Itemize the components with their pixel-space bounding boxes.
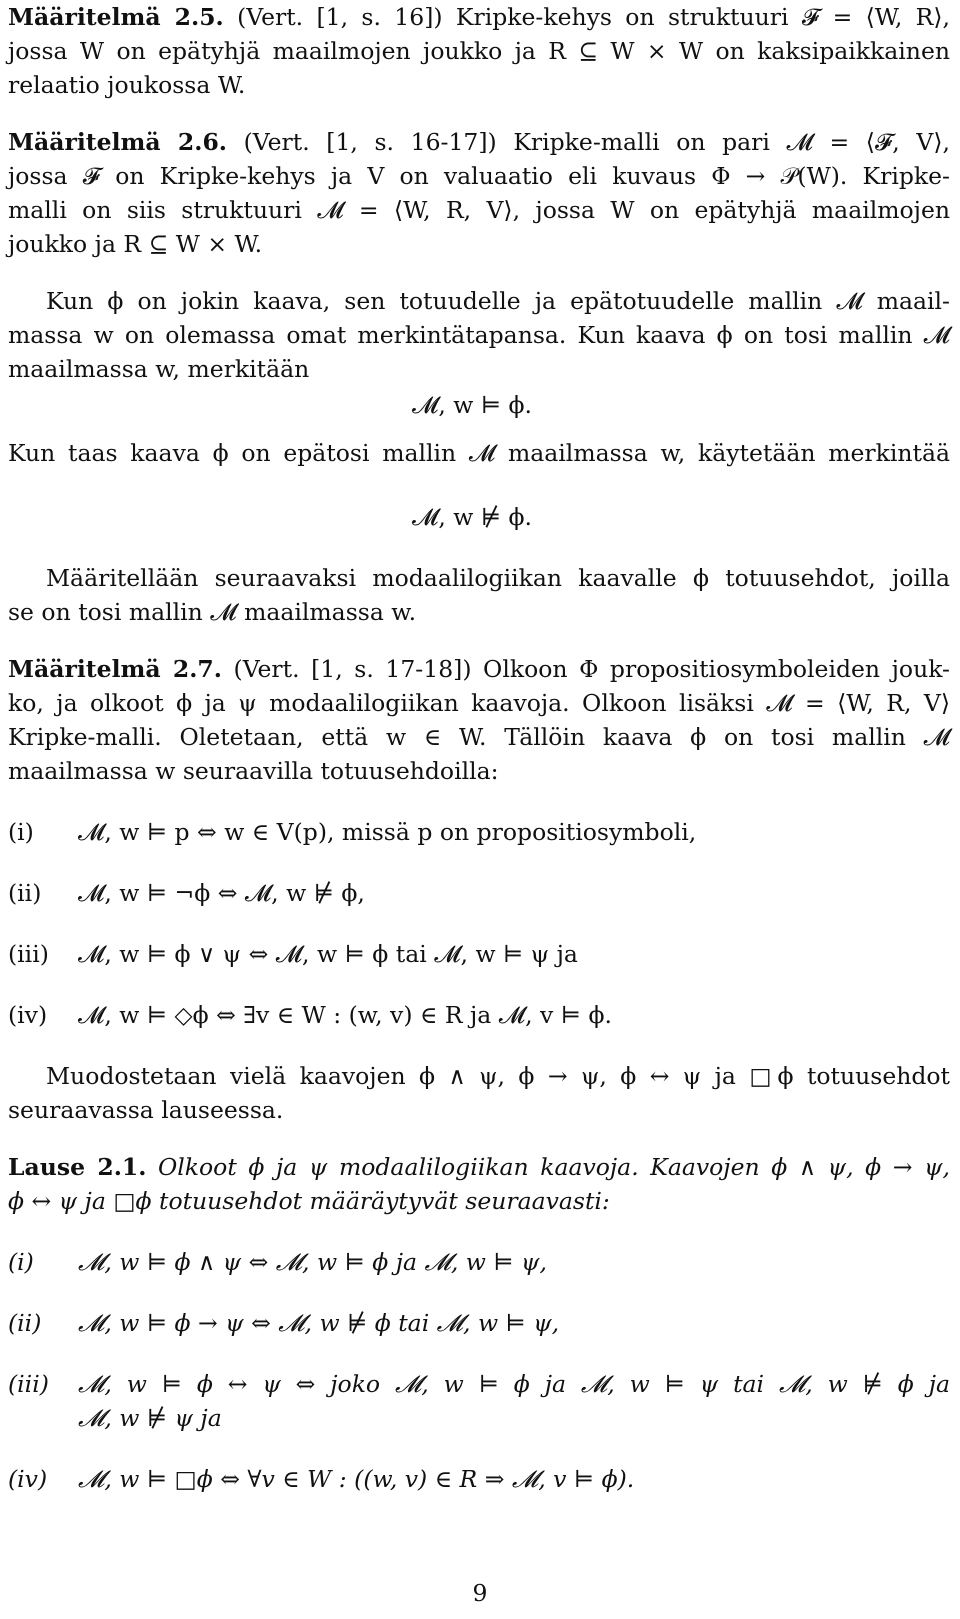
item-text: 𝓜, w ⊨ ϕ ∧ ψ ⇔ 𝓜, w ⊨ ϕ ja 𝓜, w ⊨ ψ, bbox=[78, 1248, 547, 1276]
item-text: 𝓜, w ⊨ ϕ ↔ ψ ⇔ joko 𝓜, w ⊨ ϕ ja 𝓜, w ⊨ ψ tai 𝓜, w ⊭ ϕ ja bbox=[78, 1370, 950, 1398]
item-label: (iv) bbox=[8, 1465, 48, 1493]
definition-2-7-line-4: maailmassa w seuraavilla totuusehdoilla: bbox=[8, 757, 499, 785]
definition-2-7-line-2: ko, ja olkoot ϕ ja ψ modaalilogiikan kaavoja. Olkoon lisäksi 𝓜 = ⟨W, R, V⟩ bbox=[8, 689, 950, 717]
item-text: 𝓜, w ⊨ □ϕ ⇔ ∀v ∈ W : ((w, v) ∈ R ⇒ 𝓜, v ⊨ ϕ). bbox=[78, 1465, 635, 1493]
item-text: 𝓜, w ⊨ ϕ ∨ ψ ⇔ 𝓜, w ⊨ ϕ tai 𝓜, w ⊨ ψ ja bbox=[78, 940, 578, 968]
item-label: (i) bbox=[8, 818, 34, 846]
paragraph-3-line-2: se on tosi mallin 𝓜 maailmassa w. bbox=[8, 598, 417, 626]
definition-text: (Vert. [1, s. 17-18]) Olkoon Φ propositiosymboleiden jouk- bbox=[233, 655, 950, 683]
page-number: 9 bbox=[472, 1579, 488, 1607]
item-text: 𝓜, w ⊨ p ⇔ w ∈ V(p), missä p on propositiosymboli, bbox=[78, 818, 697, 846]
theorem-2-1-line-2: ϕ ↔ ψ ja □ϕ totuusehdot määräytyvät seuraavasti: bbox=[8, 1187, 610, 1215]
definition-2-7-line-3: Kripke-malli. Oletetaan, että w ∈ W. Tällöin kaava ϕ on tosi mallin 𝓜 bbox=[8, 723, 950, 751]
definition-2-5-line-3: relaatio joukossa W. bbox=[8, 71, 246, 99]
definition-text: (Vert. [1, s. 16]) Kripke-kehys on struktuuri 𝓕 = ⟨W, R⟩, bbox=[237, 3, 950, 31]
item-label: (ii) bbox=[8, 879, 42, 907]
definition-label: Määritelmä 2.6. bbox=[8, 128, 227, 156]
item-label: (i) bbox=[8, 1248, 34, 1276]
item-text: 𝓜, w ⊨ ◇ϕ ⇔ ∃v ∈ W : (w, v) ∈ R ja 𝓜, v ⊨ ϕ. bbox=[78, 1001, 612, 1029]
definition-2-6-line-1 bbox=[8, 127, 950, 157]
definition-2-6-line-2: jossa 𝓕 on Kripke-kehys ja V on valuaatio eli kuvaus Φ → 𝒫(W). Kripke- bbox=[8, 162, 950, 190]
definition-label: Määritelmä 2.7. bbox=[8, 655, 222, 683]
paragraph-1-line-2: massa w on olemassa omat merkintätapansa. Kun kaava ϕ on tosi mallin 𝓜 bbox=[8, 321, 950, 349]
item-label: (iii) bbox=[8, 940, 49, 968]
display-formula-false: 𝓜, w ⊭ ϕ. bbox=[412, 503, 533, 531]
paragraph-1-line-3: maailmassa w, merkitään bbox=[8, 355, 310, 383]
item-text: 𝓜, w ⊨ ϕ → ψ ⇔ 𝓜, w ⊭ ϕ tai 𝓜, w ⊨ ψ, bbox=[78, 1309, 560, 1337]
paragraph-1-line-1: Kun ϕ on jokin kaava, sen totuudelle ja epätotuudelle mallin 𝓜 maail- bbox=[46, 287, 950, 315]
display-formula-true: 𝓜, w ⊨ ϕ. bbox=[412, 391, 533, 419]
definition-2-6-line-4: joukko ja R ⊆ W × W. bbox=[8, 230, 263, 258]
paragraph-2-line-1: Kun taas kaava ϕ on epätosi mallin 𝓜 maailmassa w, käytetään merkintää bbox=[8, 439, 950, 467]
item-text-continuation: 𝓜, w ⊭ ψ ja bbox=[78, 1404, 222, 1432]
theorem-2-1-line-1 bbox=[8, 1152, 950, 1182]
definition-2-5-line-1 bbox=[8, 2, 950, 32]
definition-2-5-line-2: jossa W on epätyhjä maailmojen joukko ja R ⊆ W × W on kaksipaikkainen bbox=[8, 37, 950, 65]
theorem-label: Lause 2.1. bbox=[8, 1153, 147, 1181]
item-label: (iii) bbox=[8, 1370, 49, 1398]
item-text: 𝓜, w ⊨ ¬ϕ ⇔ 𝓜, w ⊭ ϕ, bbox=[78, 879, 365, 907]
definition-text: (Vert. [1, s. 16-17]) Kripke-malli on pari 𝓜 = ⟨𝓕, V⟩, bbox=[243, 128, 950, 156]
paragraph-4-line-1: Muodostetaan vielä kaavojen ϕ ∧ ψ, ϕ → ψ, ϕ ↔ ψ ja □ϕ totuusehdot bbox=[46, 1062, 950, 1090]
paragraph-3-line-1: Määritellään seuraavaksi modaalilogiikan kaavalle ϕ totuusehdot, joilla bbox=[46, 564, 950, 592]
definition-2-6-line-3: malli on siis struktuuri 𝓜 = ⟨W, R, V⟩, jossa W on epätyhjä maailmojen bbox=[8, 196, 950, 224]
definition-2-7-line-1 bbox=[8, 654, 950, 684]
item-label: (iv) bbox=[8, 1001, 48, 1029]
paragraph-4-line-2: seuraavassa lauseessa. bbox=[8, 1096, 284, 1124]
definition-label: Määritelmä 2.5. bbox=[8, 3, 224, 31]
item-label: (ii) bbox=[8, 1309, 42, 1337]
theorem-text: Olkoot ϕ ja ψ modaalilogiikan kaavoja. Kaavojen ϕ ∧ ψ, ϕ → ψ, bbox=[158, 1153, 950, 1181]
